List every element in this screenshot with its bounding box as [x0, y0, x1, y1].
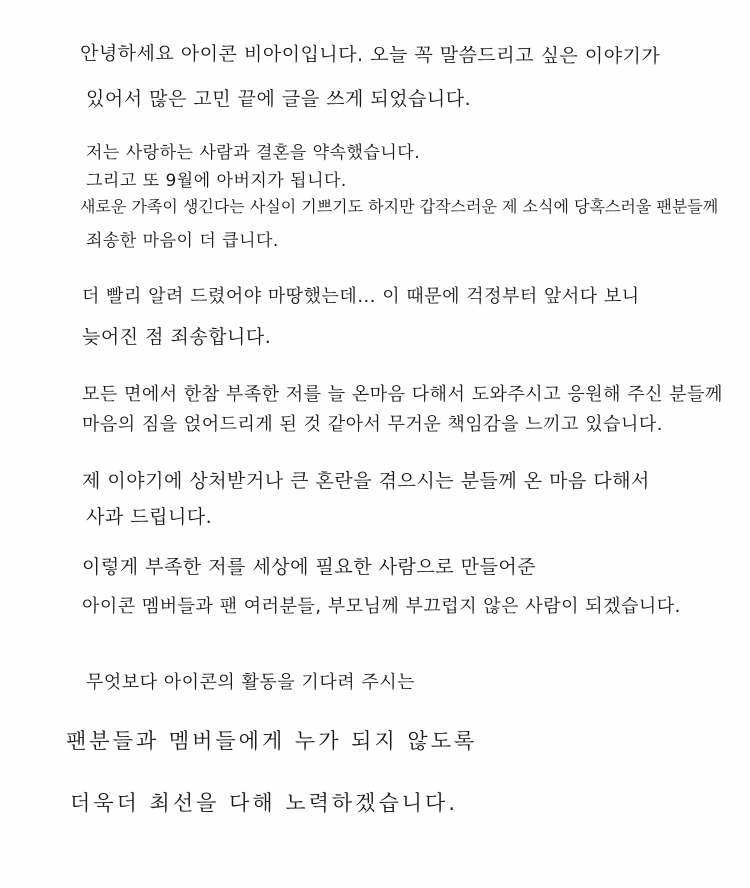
letter-line: 그리고 또 9월에 아버지가 됩니다. — [86, 171, 347, 191]
letter-line: 저는 사랑하는 사람과 결혼을 약속했습니다. — [86, 143, 421, 163]
letter-line: 더욱더 최선을 다해 노력하겠습니다. — [70, 791, 458, 815]
letter-line: 모든 면에서 한참 부족한 저를 늘 온마음 다해서 도와주시고 응원해 주신 분들께 — [82, 384, 723, 405]
letter-line: 팬분들과 멤버들에게 누가 되지 않도록 — [66, 729, 478, 753]
letter-line: 죄송한 마음이 더 큽니다. — [86, 231, 279, 251]
letter-line: 늦어진 점 죄송합니다. — [82, 326, 272, 348]
letter-line: 무엇보다 아이콘의 활동을 기다려 주시는 — [86, 672, 415, 693]
letter-line: 이렇게 부족한 저를 세상에 필요한 사람으로 만들어준 — [82, 556, 537, 578]
letter-line: 있어서 많은 고민 끝에 글을 쓰게 되었습니다. — [86, 88, 472, 110]
letter-line: 사과 드립니다. — [86, 506, 213, 528]
letter-line: 안녕하세요 아이콘 비아이입니다. 오늘 꼭 말씀드리고 싶은 이야기가 — [79, 42, 661, 68]
letter-line: 새로운 가족이 생긴다는 사실이 기쁘기도 하지만 갑작스러운 제 소식에 당혹스러울 팬분들께 — [80, 197, 719, 216]
letter-line: 마음의 짐을 얹어드리게 된 것 같아서 무거운 책임감을 느끼고 있습니다. — [82, 414, 663, 435]
letter-line: 더 빨리 알려 드렸어야 마땅했는데... 이 때문에 걱정부터 앞서다 보니 — [82, 286, 640, 307]
letter-line: 아이콘 멤버들과 팬 여러분들, 부모님께 부끄럽지 않은 사람이 되겠습니다. — [82, 596, 681, 617]
letter-line: 제 이야기에 상처받거나 큰 혼란을 겪으시는 분들께 온 마음 다해서 — [82, 470, 650, 492]
